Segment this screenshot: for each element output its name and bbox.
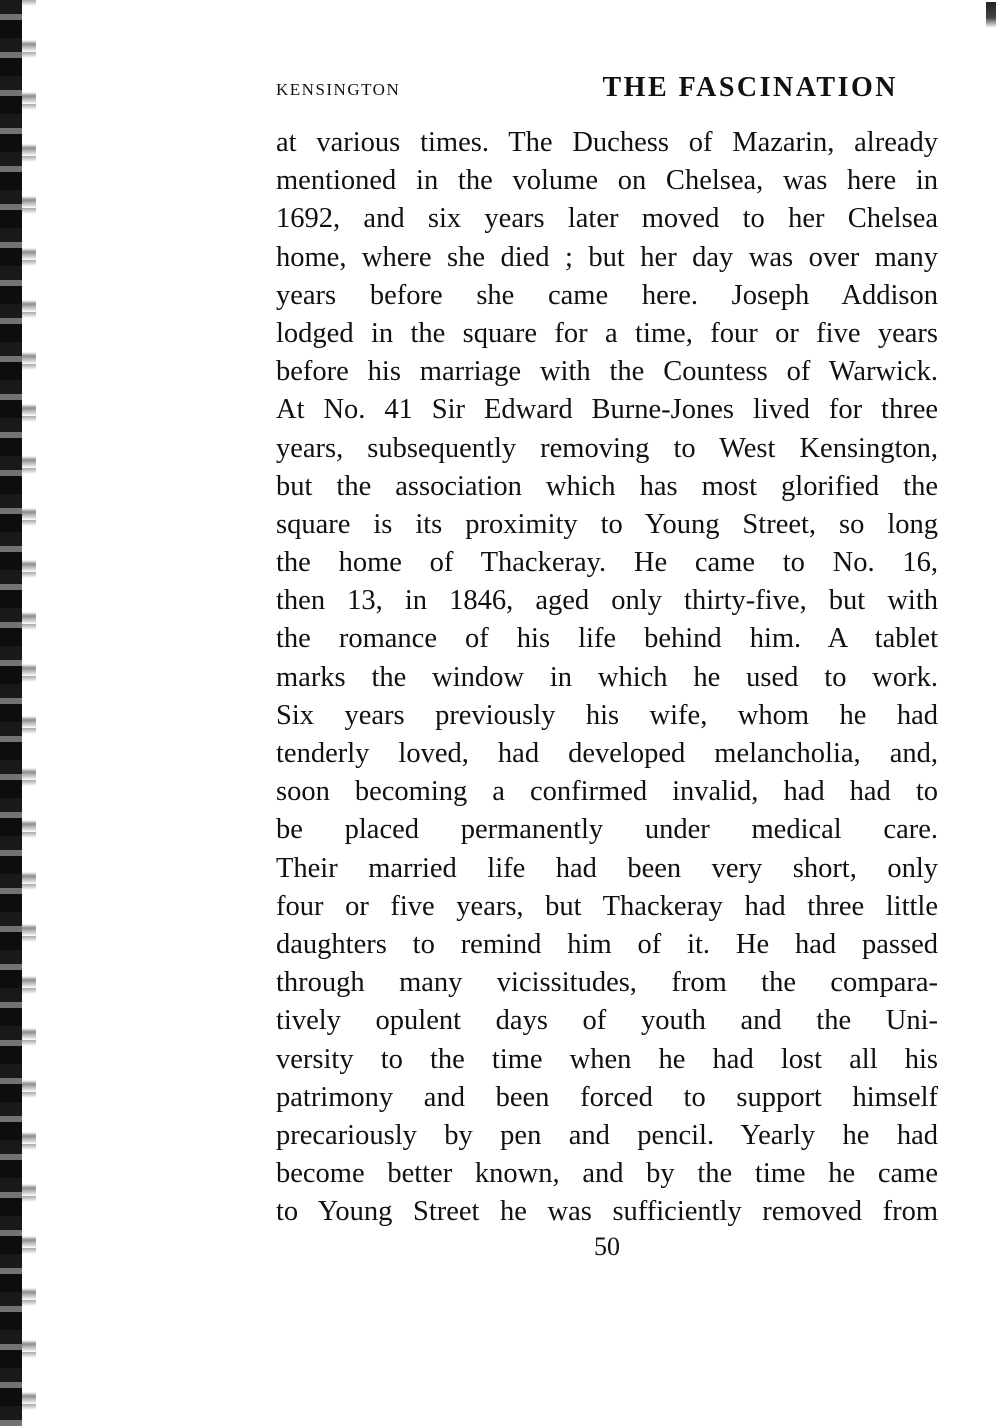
text-line: before his marriage with the Countess of Warwick.: [276, 356, 938, 388]
text-line: mentioned in the volume on Chelsea, was here in: [276, 165, 938, 197]
text-line: daughters to remind him of it. He had passed: [276, 928, 938, 960]
text-line: At No. 41 Sir Edward Burne-Jones lived for three: [276, 394, 938, 426]
text-line: to Young Street he was sufficiently removed from: [276, 1196, 938, 1228]
text-line: be placed permanently under medical care.: [276, 814, 938, 846]
running-head: [276, 72, 898, 112]
text-line: lodged in the square for a time, four or five years: [276, 317, 938, 349]
scan-corner-mark: [986, 2, 996, 28]
text-line: but the association which has most glorified the: [276, 470, 938, 502]
text-line: the home of Thackeray. He came to No. 16,: [276, 547, 938, 579]
text-line: years before she came here. Joseph Addison: [276, 279, 938, 311]
text-line: years, subsequently removing to West Kensington,: [276, 432, 938, 464]
text-line: tively opulent days of youth and the Uni-: [276, 1005, 938, 1037]
text-line: home, where she died ; but her day was over many: [276, 241, 938, 273]
text-line: the romance of his life behind him. A tablet: [276, 623, 938, 655]
running-head-title: THE FASCINATION: [602, 72, 898, 103]
text-line: then 13, in 1846, aged only thirty-five, but with: [276, 585, 938, 617]
body-text: [276, 124, 938, 1231]
text-line: through many vicissitudes, from the compara-: [276, 967, 938, 999]
text-line: patrimony and been forced to support himself: [276, 1081, 938, 1113]
text-line: soon becoming a confirmed invalid, had had to: [276, 776, 938, 808]
text-line: precariously by pen and pencil. Yearly he had: [276, 1119, 938, 1151]
text-line: 1692, and six years later moved to her Chelsea: [276, 203, 938, 235]
text-line: Their married life had been very short, only: [276, 852, 938, 884]
text-line: four or five years, but Thackeray had three little: [276, 890, 938, 922]
text-line: tenderly loved, had developed melancholia, and,: [276, 738, 938, 769]
text-line: marks the window in which he used to work.: [276, 661, 938, 693]
text-line: square is its proximity to Young Street, so long: [276, 508, 938, 540]
running-head-section: KENSINGTON: [276, 80, 401, 99]
text-line: at various times. The Duchess of Mazarin, already: [276, 127, 938, 158]
text-line: become better known, and by the time he came: [276, 1158, 938, 1190]
text-line: Six years previously his wife, whom he had: [276, 699, 938, 731]
page-number: 50: [594, 1232, 620, 1261]
scan-binding-edge: [0, 0, 22, 1426]
text-line: versity to the time when he had lost all his: [276, 1043, 938, 1075]
